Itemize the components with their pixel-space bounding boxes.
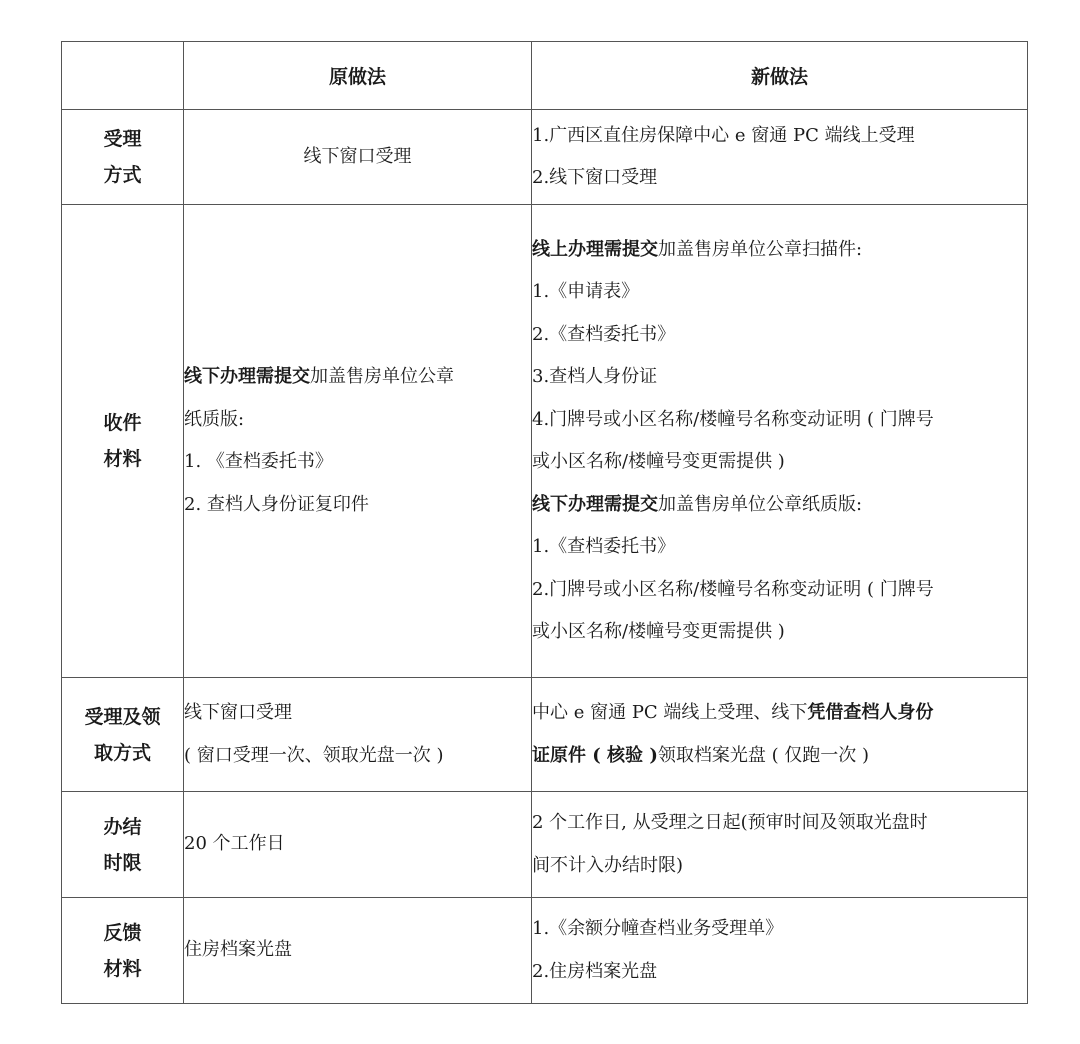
label-line: 受理	[103, 128, 142, 150]
label-line: 收件	[103, 412, 142, 434]
label-feedback	[62, 898, 184, 1004]
new-materials-offline-bold: 线下办理需提交	[532, 493, 658, 515]
old-materials-intro-line2: 纸质版:	[184, 408, 245, 430]
row-feedback	[62, 898, 1028, 1004]
new-pickup-bold: 证原件 ( 核验 )	[532, 744, 658, 766]
new-materials-offline-item: 1.《查档委托书》	[532, 536, 676, 557]
label-line: 受理及领	[84, 705, 161, 728]
new-deadline-line: 2 个工作日, 从受理之日起(预审时间及领取光盘时	[532, 812, 928, 833]
old-pickup-line: ( 窗口受理一次、领取光盘一次 )	[184, 744, 444, 766]
new-pickup-plain: 领取档案光盘 ( 仅跑一次 )	[657, 744, 870, 766]
new-materials-offline-heading	[532, 484, 1027, 527]
header-old-method: 原做法	[184, 42, 532, 110]
old-pickup-line: 线下窗口受理	[184, 702, 292, 723]
new-pickup-line1	[532, 692, 1027, 735]
new-materials-offline-item: 2.门牌号或小区名称/楼幢号名称变动证明 ( 门牌号	[532, 578, 934, 600]
old-materials-item: 2. 查档人身份证复印件	[184, 493, 369, 515]
new-materials-online-bold: 线上办理需提交	[532, 238, 658, 260]
new-pickup-bold: 凭借查档人身份	[807, 702, 934, 723]
label-line: 时限	[103, 851, 142, 874]
row-materials	[62, 205, 1028, 678]
header-item-cell	[62, 42, 184, 110]
old-feedback: 住房档案光盘	[184, 898, 532, 1004]
new-materials-online-item: 3.查档人身份证	[532, 366, 658, 387]
new-acceptance-mode	[532, 110, 1028, 205]
old-materials	[184, 205, 532, 678]
new-feedback-line: 1.《余额分幢查档业务受理单》	[532, 918, 784, 939]
label-line: 材料	[103, 957, 142, 980]
label-line: 办结	[103, 815, 142, 838]
old-materials-item: 1. 《查档委托书》	[184, 451, 333, 472]
new-line: 2.线下窗口受理	[532, 167, 658, 188]
new-deadline	[532, 792, 1028, 898]
old-materials-intro-rest: 加盖售房单位公章	[310, 366, 454, 387]
label-line: 反馈	[103, 921, 142, 944]
new-materials-online-rest: 加盖售房单位公章扫描件:	[658, 238, 863, 260]
new-line: 1.广西区直住房保障中心 e 窗通 PC 端线上受理	[532, 124, 915, 146]
label-line: 材料	[103, 448, 142, 470]
old-pickup	[184, 678, 532, 792]
comparison-table	[61, 41, 1028, 1004]
label-line: 方式	[103, 164, 142, 186]
label-pickup	[62, 678, 184, 792]
row-acceptance-mode	[62, 110, 1028, 205]
new-materials-online-item: 1.《申请表》	[532, 281, 640, 302]
new-materials-offline-item: 或小区名称/楼幢号变更需提供 )	[532, 621, 785, 642]
label-acceptance-mode	[62, 110, 184, 205]
row-pickup	[62, 678, 1028, 792]
old-materials-intro-bold: 线下办理需提交	[184, 366, 310, 387]
label-line: 取方式	[93, 741, 151, 764]
label-materials	[62, 205, 184, 678]
header-row	[62, 42, 1028, 110]
new-materials-online-heading	[532, 229, 1027, 272]
header-new-method: 新做法	[532, 42, 1028, 110]
old-materials-intro-line1	[184, 356, 531, 399]
new-materials-online-item: 4.门牌号或小区名称/楼幢号名称变动证明 ( 门牌号	[532, 408, 934, 430]
new-feedback-line: 2.住房档案光盘	[532, 960, 658, 982]
new-materials-offline-rest: 加盖售房单位公章纸质版:	[658, 493, 863, 515]
new-materials	[532, 205, 1028, 678]
new-materials-online-item: 2.《查档委托书》	[532, 323, 676, 345]
old-deadline: 20 个工作日	[184, 792, 532, 898]
new-pickup-line2	[532, 735, 1027, 778]
new-deadline-line: 间不计入办结时限)	[532, 854, 684, 876]
row-deadline	[62, 792, 1028, 898]
new-feedback	[532, 898, 1028, 1004]
label-deadline	[62, 792, 184, 898]
old-acceptance-mode: 线下窗口受理	[184, 110, 532, 205]
new-pickup	[532, 678, 1028, 792]
new-materials-online-item: 或小区名称/楼幢号变更需提供 )	[532, 451, 785, 472]
new-pickup-plain: 中心 e 窗通 PC 端线上受理、线下	[532, 702, 808, 723]
